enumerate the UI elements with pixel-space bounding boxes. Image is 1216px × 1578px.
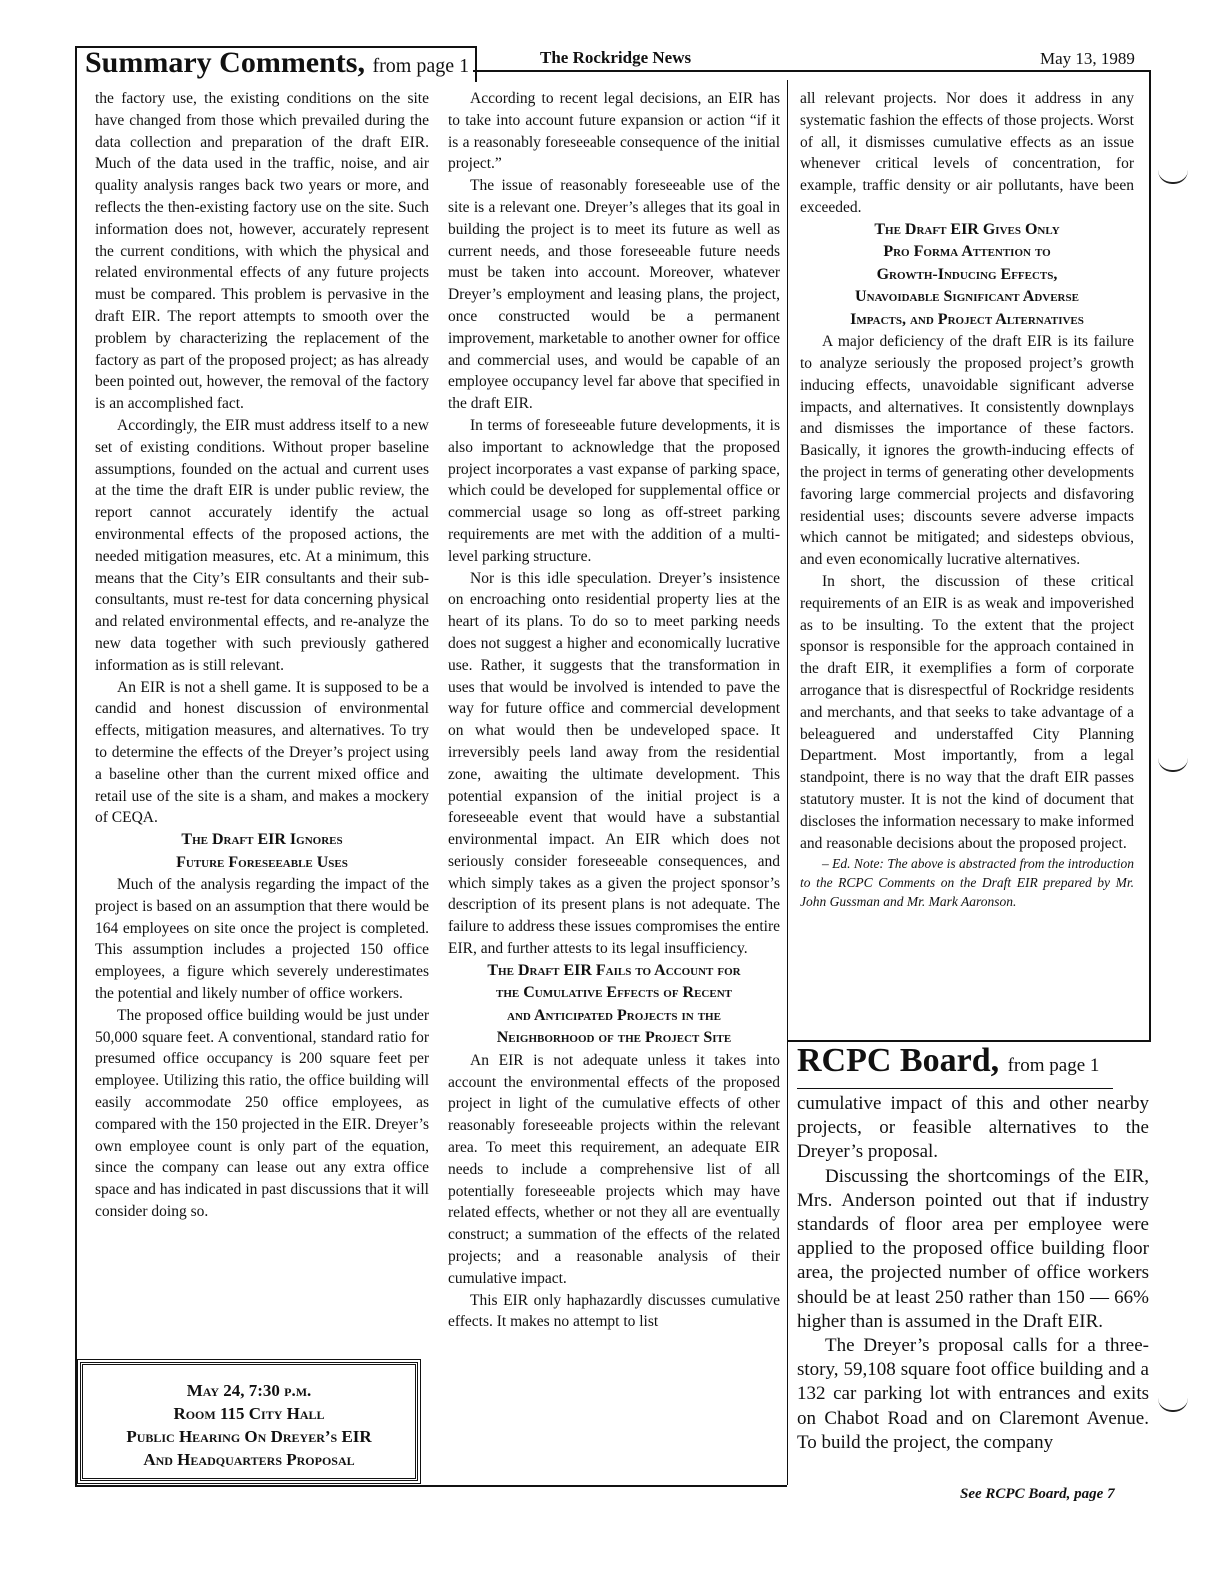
col2-paragraph-3: In terms of foreseeable future developments, it is also important to acknowledge that the proposed project incorporates a vast expanse of parking space, which could be developed for supplemental office or commercial usage so long as off-street parking requirements are met with the addition of a multi-level parking structure.: [448, 416, 780, 565]
col3-paragraph-2: A major deficiency of the draft EIR is its failure to analyze seriously the proposed project’s growth inducing effects, unavoidable significant adverse impacts, and alternatives. It consistently downplays and dismisses the importance of these factors. Basically, it ignores the growth-inducing effects of the project in terms of generating other developments favoring large commercial projects and disfavoring residential uses; discounts severe adverse impacts which cannot be mitigated; and sidesteps obvious, and even economically lucrative alternatives.: [800, 333, 1134, 569]
issue-date: May 13, 1989: [1040, 49, 1135, 68]
col3-paragraph-3: In short, the discussion of these critical requirements of an EIR is as weak and impoverished as to be insulting. To the extent that the project sponsor is responsible for the approach contained in the draft EIR, it exemplifies a form of corporate arrogance that is disrespectful of Rockridge residents and merchants, and that seeks to take advantage of a beleaguered and understaffed City Planning Department. Most importantly, from a legal standpoint, there is no way that the draft EIR passes statutory muster. It is not the kind of document that discloses the information necessary to make informed and reasonable decisions about the proposed project.: [800, 573, 1135, 852]
section-title-from: from page 1: [372, 55, 470, 77]
meeting-room: Room 115 City Hall: [173, 1404, 325, 1423]
col2-paragraph-1: According to recent legal decisions, an EIR has to take into account future expansion or action “if it is a reasonably foreseeable consequence of the initial project.”: [448, 90, 780, 173]
top-rule: [473, 70, 1151, 72]
rcpc-from: from page 1: [1007, 1055, 1100, 1076]
rcpc-paragraph-3: The Dreyer’s proposal calls for a three-story, 59,108 square foot office building and a 132 car parking lot with entrances and exits on Chabot Road and on Claremont Avenue. To build the project, the company: [797, 1335, 1149, 1453]
col2-heading: The Draft EIR Fails to Account for the Cumulative Effects of Recent and Anticipated Projects in the Neighborhood of the Project Site: [487, 961, 741, 1047]
rcpc-article: [797, 1092, 1149, 1455]
col2-paragraph-6: This EIR only haphazardly discusses cumulative effects. It makes no attempt to list: [448, 1291, 780, 1331]
left-rule: [75, 80, 77, 1485]
section-title-box: [75, 46, 477, 82]
rcpc-paragraph-2: Discussing the shortcomings of the EIR, Mrs. Anderson pointed out that if industry standards of floor area per employee were applied to the proposed office building floor area, the projected number of office workers should be at least 250 rather than 150 — 66% higher than is assumed in the Draft EIR.: [797, 1165, 1149, 1332]
col1-paragraph-5: The proposed office building would be just under 50,000 square feet. A conventional, standard ratio for presumed office occupancy is 200 square feet per employee. Utilizing this ratio, the office building will easily accommodate 250 office employees, as compared with the 150 projected in the EIR. Dreyer’s own employee count is only part of the equation, since the company can lease out any extra office space and has indicated in past discussions that it will consider doing so.: [95, 1006, 429, 1221]
punch-mark: [1158, 758, 1188, 772]
punch-mark: [1158, 1398, 1188, 1412]
col3-paragraph-1: all relevant projects. Nor does it address in any systematic fashion the effects of those projects. Worst of all, it dismisses cumulative effects as an issue whenever critical levels of concentration, for example, traffic density or air pollutants, have been exceeded.: [800, 90, 1134, 216]
meeting-date: May 24, 7:30 p.m.: [186, 1381, 312, 1400]
meeting-notice-box: [80, 1362, 418, 1481]
col1-heading: The Draft EIR Ignores Future Foreseeable Uses: [176, 831, 348, 871]
right-rule: [1149, 70, 1151, 1040]
col2-paragraph-4: Nor is this idle speculation. Dreyer’s insistence on encroaching onto residential property lies at the heart of its plans. To do so to meet parking needs does not suggest a higher and economically lucrative use. Rather, it suggests that the transformation in uses that would be involved is intended to pave the way for future office and commercial development on what would then be undeveloped space. It irreversibly peels land away from the residential zone, awaiting the ultimate development. This potential expansion of the initial project is a foreseeable event that would have a substantial environmental impact. An EIR which does not seriously consider foreseeable consequences, and which simply takes as a given the project sponsor’s description of its present plans is not adequate. The failure to address these issues compromises the entire EIR, and further attests to its legal insufficiency.: [448, 569, 780, 958]
col1-paragraph-3: An EIR is not a shell game. It is supposed to be a candid and honest discussion of environmental effects, mitigation measures, and alternatives. To try to determine the effects of the Dreyer’s project using a baseline other than the current mixed office and retail use of the site is a sham, and makes a mockery of CEQA.: [95, 678, 429, 827]
punch-mark: [1158, 170, 1188, 184]
rcpc-title: RCPC Board, from page 1: [797, 1042, 1100, 1079]
col1-paragraph-1: the factory use, the existing conditions on the site have changed from those which prevailed during the data collection and preparation of the draft EIR. Much of the data used in the traffic, noise, and air quality analysis ranges back two years or more, and reflects the then-existing factory use on the site. Such information does not, however, accurately represent the current conditions, with which the physical and related environmental effects of any future projects must be compared. This problem is pervasive in the draft EIR. The report attempts to smooth over the problem by characterizing the replacement of the factory as part of the proposed project; as has already been pointed out, however, the removal of the factory is an accomplished fact.: [95, 90, 429, 413]
col1-paragraph-2: Accordingly, the EIR must address itself to a new set of existing conditions. Without proper baseline assumptions, founded on the actual and current uses at the time the draft EIR is under public review, the report cannot accurately identify the actual environmental effects of the proposed actions, the needed mitigation measures, etc. At a minimum, this means that the City’s EIR consultants and their sub-consultants, must re-test for data concerning physical and related environmental effects, and re-analyze the new data together with such previously gathered information as is still relevant.: [95, 416, 429, 674]
continued-link[interactable]: See RCPC Board, page 7: [960, 1486, 1115, 1502]
column-2: [448, 88, 780, 1333]
editor-note: – Ed. Note: The above is abstracted from the introduction to the RCPC Comments on the Draft EIR prepared by Mr. John Gussman and Mr. Mark Aaronson.: [800, 856, 1134, 910]
rcpc-title-rule: [797, 1088, 1113, 1089]
section-title: Summary Comments, from page 1: [85, 46, 470, 79]
col2-paragraph-2: The issue of reasonably foreseeable use of the site is a relevant one. Dreyer’s alleges that its goal in building the project is to meet its future as well as current needs, and those foreseeable future needs must be taken into account. Moreover, whatever Dreyer’s employment and leasing plans, the project, once constructed would be a permanent improvement, marketable to another owner for office and commercial uses, and would be capable of an employee occupancy level far above that specified in the draft EIR.: [448, 177, 780, 413]
paper-name: The Rockridge News: [540, 48, 692, 67]
col3-heading: The Draft EIR Gives Only Pro Forma Attention to Growth-Inducing Effects, Unavoidable Significant Adverse Impacts, and Project Alternatives: [850, 220, 1084, 328]
rcpc-paragraph-1: cumulative impact of this and other nearby projects, or feasible alternatives to the Dreyer’s proposal.: [797, 1093, 1149, 1163]
meeting-topic: Public Hearing On Dreyer’s EIR: [126, 1427, 372, 1446]
bottom-rule: [75, 1485, 787, 1487]
meeting-topic-2: And Headquarters Proposal: [143, 1450, 355, 1469]
col2-paragraph-5: An EIR is not adequate unless it takes into account the environmental effects of the proposed project in light of the cumulative effects of other reasonably foreseeable projects within the relevant area. To meet this requirement, an adequate EIR needs to include a comprehensive list of all potentially foreseeable projects which may have related effects, whether or not they all are eventually construct; a summation of the effects of the related projects; and a reasonable analysis of their cumulative impact.: [448, 1051, 780, 1287]
col1-paragraph-4: Much of the analysis regarding the impact of the project is based on an assumption that there would be 164 employees on site once the project is completed. This assumption includes a projected 150 office employees, a figure which severely underestimates the potential and likely number of office workers.: [95, 876, 429, 1003]
column-divider: [787, 80, 788, 1485]
column-1: [95, 88, 429, 1223]
column-3: [800, 88, 1134, 911]
